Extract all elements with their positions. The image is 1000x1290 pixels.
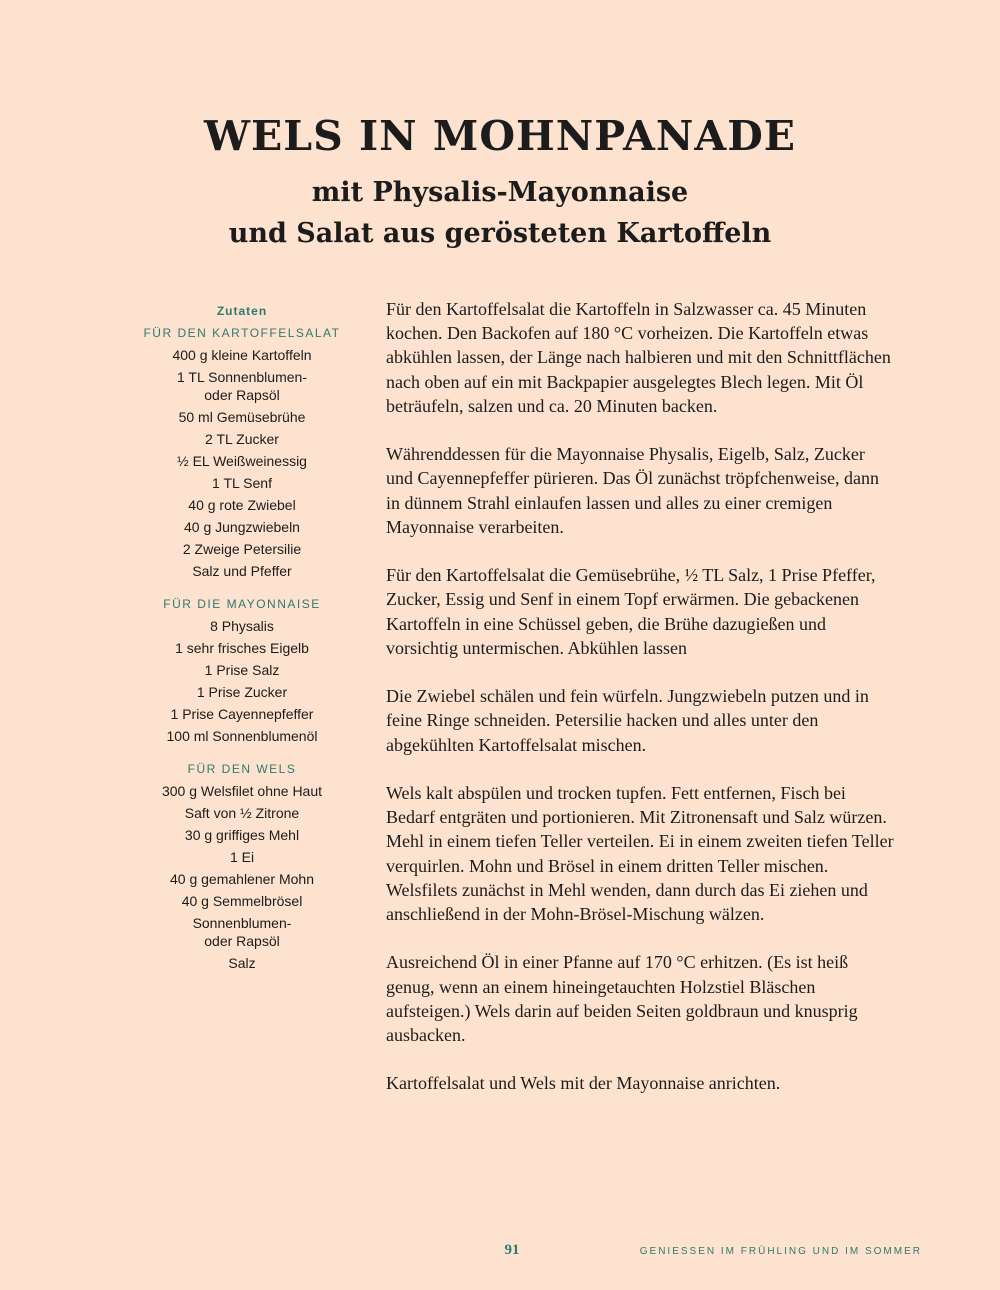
instruction-paragraph: Kartoffelsalat und Wels mit der Mayonnaise anrichten.: [386, 1073, 781, 1094]
subtitle-line-1: mit Physalis-Mayonnaise: [311, 177, 689, 208]
ingredient-item: 50 ml Gemüsebrühe: [178, 409, 306, 425]
recipe-title: WELS IN MOHNPANADE: [204, 112, 796, 160]
ingredient-item: Salz und Pfeffer: [192, 563, 292, 579]
ingredient-item: 1 TL Senf: [212, 475, 272, 491]
subtitle-line-2: und Salat aus gerösteten Kartoffeln: [228, 218, 772, 249]
ingredient-item: 300 g Welsfilet ohne Haut: [161, 783, 323, 799]
instruction-paragraph: Die Zwiebel schälen und fein würfeln. Jungzwiebeln putzen und in feine Ringe schneiden. Petersilie hacken und alles unter den abgekühlten Kartoffelsalat mischen.: [386, 686, 869, 755]
ingredients-section-mayonnaise: [132, 593, 352, 747]
ingredient-item: 100 ml Sonnenblumenöl: [166, 728, 318, 744]
ingredient-item: Saft von ½ Zitrone: [184, 805, 300, 821]
ingredient-item: 2 Zweige Petersilie: [182, 541, 302, 557]
section-title: FÜR DIE MAYONNAISE: [163, 597, 321, 611]
chapter-footer: GENIESSEN IM FRÜHLING UND IM SOMMER: [639, 1246, 922, 1257]
ingredients-column: [132, 300, 352, 974]
ingredient-item: 1 Prise Cayennepfeffer: [170, 706, 314, 722]
ingredient-item: [132, 366, 352, 406]
ingredient-line: 1 TL Sonnenblumen- oder Rapsöl: [177, 369, 307, 403]
ingredient-item: 40 g rote Zwiebel: [188, 497, 296, 513]
ingredient-item: 40 g gemahlener Mohn: [170, 871, 314, 887]
ingredient-item: 1 Prise Salz: [204, 662, 280, 678]
ingredient-item: 1 Ei: [229, 849, 255, 865]
ingredient-item: 40 g Jungzwiebeln: [184, 519, 300, 535]
ingredient-item: ½ EL Weißweinessig: [177, 453, 307, 469]
ingredient-item: [132, 912, 352, 952]
ingredient-item: 1 sehr frisches Eigelb: [175, 640, 309, 656]
instruction-paragraph: Währenddessen für die Mayonnaise Physalis, Eigelb, Salz, Zucker und Cayennepfeffer pürieren. Das Öl zunächst tröpfchenweise, dann in dünnem Strahl einlaufen lassen und alles zu einer cremigen Mayonnaise verarbeiten.: [386, 444, 879, 537]
ingredient-item: 400 g kleine Kartoffeln: [172, 347, 312, 363]
ingredient-list: [132, 615, 352, 747]
instruction-paragraph: Für den Kartoffelsalat die Gemüsebrühe, ½ TL Salz, 1 Prise Pfeffer, Zucker, Essig und Senf in einem Topf erwärmen. Die gebackenen Kartoffeln in eine Schüssel geben, die Brühe dazugießen und vorsichtig untermischen. Abkühlen lassen: [386, 565, 876, 658]
ingredient-item: 40 g Semmelbrösel: [181, 893, 303, 909]
ingredient-list: [132, 344, 352, 582]
ingredient-item: Salz: [228, 955, 256, 971]
ingredient-item: 30 g griffiges Mehl: [184, 827, 300, 843]
ingredient-list: [132, 780, 352, 974]
ingredient-item: 8 Physalis: [210, 618, 274, 634]
section-title: FÜR DEN KARTOFFELSALAT: [143, 326, 341, 340]
instruction-paragraph: Ausreichend Öl in einer Pfanne auf 170 °C erhitzen. (Es ist heiß genug, wenn an einem hineingetauchten Holzstiel Bläschen aufsteigen.) Wels darin auf beiden Seiten goldbraun und knusprig ausbacken.: [386, 952, 858, 1046]
instruction-paragraph: Für den Kartoffelsalat die Kartoffeln in Salzwasser ca. 45 Minuten kochen. Den Backofen auf 180 °C vorheizen. Die Kartoffeln etwas abkühlen lassen, der Länge nach halbieren und mit den Schnittflächen nach oben auf ein mit Backpapier ausgelegtes Blech legen. Mit Öl beträufeln, salzen und ca. 20 Minuten backen.: [386, 299, 891, 416]
ingredients-section-wels: [132, 758, 352, 974]
instructions-column: [386, 297, 896, 1120]
ingredients-heading: Zutaten: [216, 304, 268, 318]
ingredient-item: 2 TL Zucker: [205, 431, 279, 447]
ingredient-line: Sonnenblumen- oder Rapsöl: [192, 915, 292, 949]
ingredient-item: 1 Prise Zucker: [196, 684, 288, 700]
instruction-paragraph: Wels kalt abspülen und trocken tupfen. Fett entfernen, Fisch bei Bedarf entgräten und portionieren. Mit Zitronensaft und Salz würzen. Mehl in einem tiefen Teller verteilen. Ei in einem zweiten tiefen Teller verquirlen. Mohn und Brösel in einem dritten Teller mischen. Welsfilets zunächst in Mehl wenden, dann durch das Ei ziehen und anschließend in der Mohn-Brösel-Mischung wälzen.: [386, 783, 894, 925]
ingredients-section-kartoffelsalat: [132, 322, 352, 582]
recipe-subtitle: [0, 172, 1000, 254]
page-number: 91: [504, 1242, 520, 1258]
section-title: FÜR DEN WELS: [187, 762, 297, 776]
